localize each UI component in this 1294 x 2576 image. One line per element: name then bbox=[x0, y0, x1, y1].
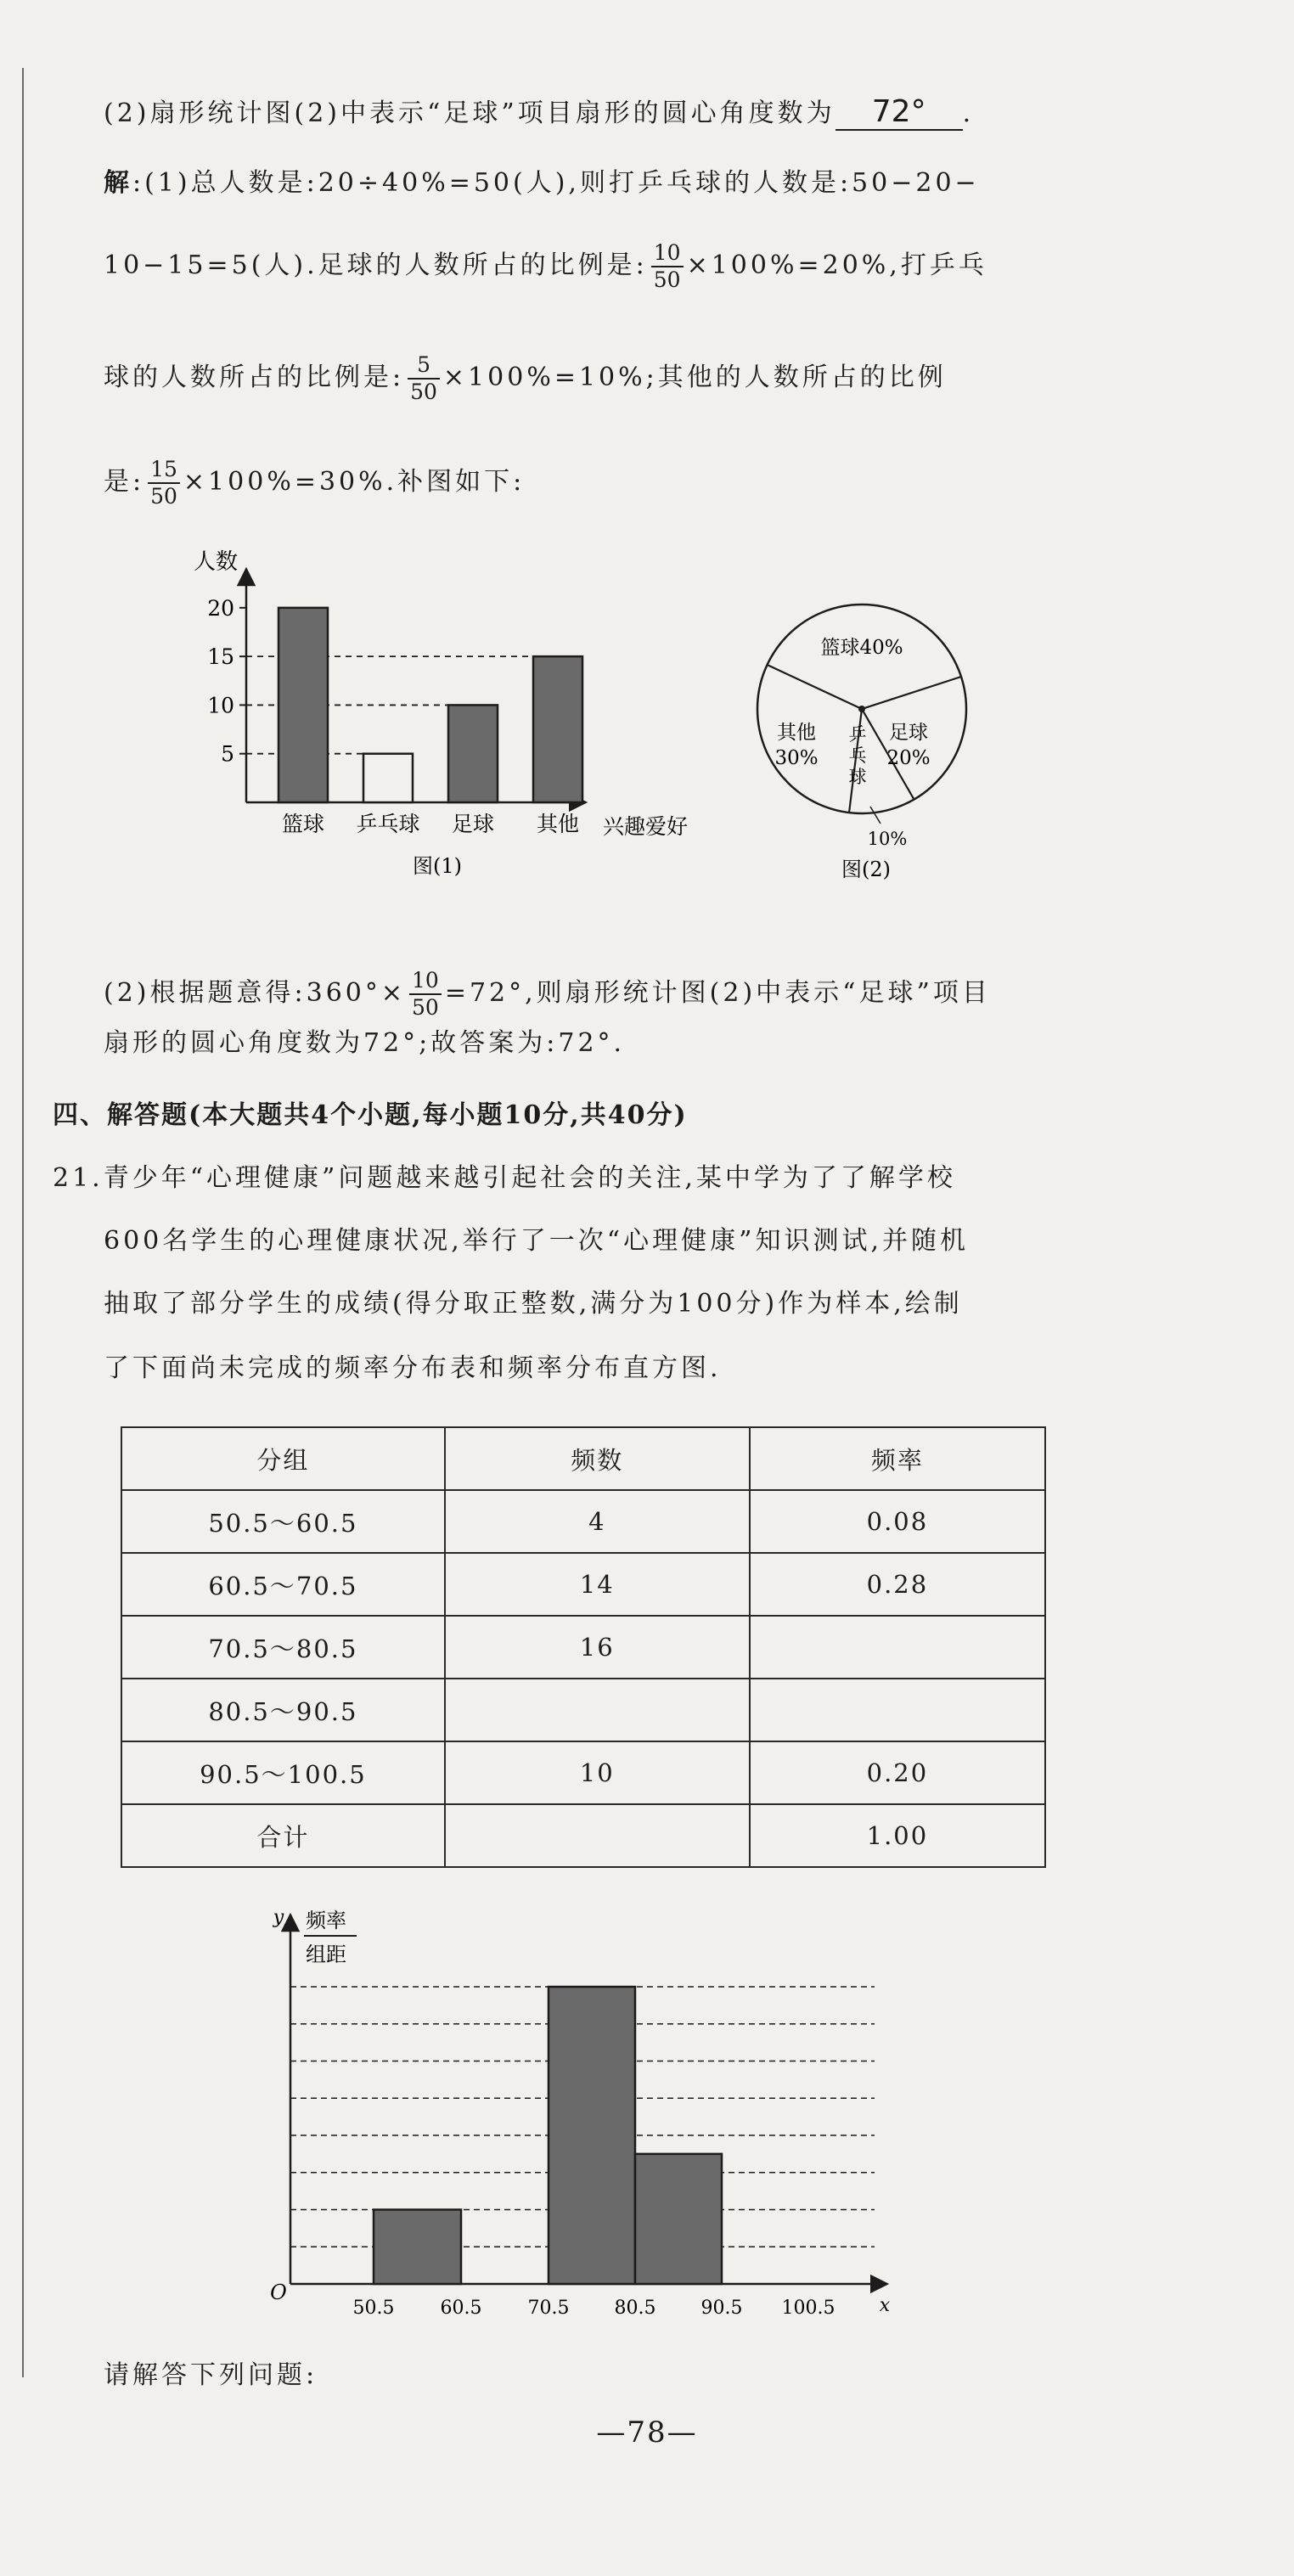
x-tick-label: 100.5 bbox=[781, 2298, 835, 2319]
frequency-table bbox=[121, 1426, 1046, 1868]
x-tick-label: 60.5 bbox=[440, 2298, 482, 2319]
fraction bbox=[148, 457, 180, 509]
question-2-text: (2)扇形统计图(2)中表示“足球”项目扇形的圆心角度数为 bbox=[104, 98, 835, 128]
table-cell: 合计 bbox=[121, 1804, 445, 1867]
table-cell bbox=[445, 1804, 750, 1867]
table-cell: 80.5～90.5 bbox=[121, 1679, 445, 1741]
table-cell: 16 bbox=[445, 1616, 750, 1679]
pie-chart-figure-2 bbox=[739, 594, 993, 891]
fraction bbox=[408, 352, 440, 405]
solution-text-6: 扇形的圆心角度数为72°;故答案为:72°. bbox=[104, 1028, 626, 1058]
table-cell bbox=[445, 1679, 750, 1741]
y-tick-label: 15 bbox=[207, 644, 234, 670]
table-header-cell: 频率 bbox=[750, 1427, 1045, 1490]
histogram-bar bbox=[635, 2154, 722, 2284]
table-row bbox=[121, 1741, 1045, 1804]
table-header-row bbox=[121, 1427, 1045, 1490]
table-cell: 14 bbox=[445, 1553, 750, 1616]
table-row bbox=[121, 1616, 1045, 1679]
table-cell bbox=[750, 1679, 1045, 1741]
question-21-line-3: 抽取了部分学生的成绩(得分取正整数,满分为100分)作为样本,绘制 bbox=[104, 1289, 963, 1319]
solution-text-4a: 是: bbox=[104, 467, 145, 497]
table-cell: 70.5～80.5 bbox=[121, 1616, 445, 1679]
pie-label-other-percent: 30% bbox=[774, 747, 819, 769]
table-cell: 4 bbox=[445, 1490, 750, 1553]
table-cell bbox=[750, 1616, 1045, 1679]
pie-label-other: 其他 bbox=[777, 722, 816, 744]
figure-caption: 图(2) bbox=[841, 858, 891, 881]
solution-text-5b: =72°,则扇形统计图(2)中表示“足球”项目 bbox=[444, 978, 991, 1008]
x-category-label: 足球 bbox=[451, 812, 495, 836]
section-heading: 四、解答题(本大题共4个小题,每小题10分,共40分) bbox=[53, 1100, 688, 1130]
solution-label: 解 bbox=[104, 168, 132, 198]
fraction-denominator: 50 bbox=[410, 380, 437, 404]
table-cell: 50.5～60.5 bbox=[121, 1490, 445, 1553]
solution-text-2b: ×100%=20%,打乒乓 bbox=[686, 250, 987, 280]
fraction-numerator: 10 bbox=[651, 240, 684, 267]
question-2-line bbox=[104, 92, 974, 131]
frequency-histogram bbox=[255, 1893, 917, 2335]
pie-label-pingpong-percent: 10% bbox=[867, 829, 908, 849]
page-number: —78— bbox=[596, 2416, 698, 2449]
table-row bbox=[121, 1679, 1045, 1741]
bar bbox=[448, 705, 498, 802]
x-category-label: 其他 bbox=[536, 812, 580, 836]
table-cell: 60.5～70.5 bbox=[121, 1553, 445, 1616]
bar bbox=[533, 656, 582, 802]
solution-text-3b: ×100%=10%;其他的人数所占的比例 bbox=[442, 363, 947, 392]
pie-slice-boundary bbox=[768, 665, 862, 709]
bar-chart-figure-1 bbox=[178, 543, 722, 891]
table-cell: 1.00 bbox=[750, 1804, 1045, 1867]
solution-text-4b: ×100%=30%.补图如下: bbox=[183, 467, 526, 497]
x-axis-label: 兴趣爱好 bbox=[603, 814, 689, 839]
solution-text-2a: 10−15=5(人).足球的人数所占的比例是: bbox=[104, 250, 648, 280]
table-cell: 0.28 bbox=[750, 1553, 1045, 1616]
solution-text-3a: 球的人数所占的比例是: bbox=[104, 363, 405, 392]
x-tick-label: 90.5 bbox=[700, 2298, 743, 2319]
y-axis-label-numerator: 频率 bbox=[306, 1909, 346, 1932]
fraction-denominator: 50 bbox=[653, 267, 681, 292]
fraction bbox=[651, 240, 684, 293]
period: . bbox=[962, 98, 975, 128]
pie-label-basketball: 篮球40% bbox=[820, 637, 903, 659]
x-tick-label: 80.5 bbox=[614, 2298, 656, 2319]
y-axis-letter: y bbox=[273, 1907, 284, 1928]
table-cell: 10 bbox=[445, 1741, 750, 1804]
pie-label-pingpong-1: 乒 bbox=[848, 724, 867, 745]
solution-line-4 bbox=[104, 457, 525, 509]
origin-label: O bbox=[270, 2281, 287, 2304]
fraction-denominator: 50 bbox=[150, 484, 177, 509]
fraction-numerator: 5 bbox=[408, 352, 440, 380]
y-axis-label-denominator: 组距 bbox=[306, 1943, 346, 1966]
pie-label-pingpong-3: 球 bbox=[848, 767, 867, 787]
bar bbox=[278, 608, 328, 802]
question-21-line-1: 21.青少年“心理健康”问题越来越引起社会的关注,某中学为了了解学校 bbox=[53, 1163, 956, 1193]
pie-label-football-percent: 20% bbox=[886, 747, 931, 769]
bar bbox=[363, 754, 413, 802]
x-tick-label: 50.5 bbox=[352, 2298, 395, 2319]
y-axis-label: 人数 bbox=[193, 549, 238, 575]
solution-line-1 bbox=[104, 161, 980, 199]
histogram-bar bbox=[374, 2210, 461, 2285]
x-tick-label: 70.5 bbox=[527, 2298, 570, 2319]
histogram-bar bbox=[549, 1987, 635, 2284]
answer-blank: 72° bbox=[835, 94, 963, 131]
x-category-label: 乒乓球 bbox=[356, 812, 420, 836]
left-margin-rule bbox=[22, 68, 24, 2377]
question-21-line-2: 600名学生的心理健康状况,举行了一次“心理健康”知识测试,并随机 bbox=[104, 1226, 970, 1256]
pie-slice-boundary bbox=[862, 677, 961, 709]
table-header-cell: 分组 bbox=[121, 1427, 445, 1490]
fraction bbox=[409, 968, 442, 1021]
x-category-label: 篮球 bbox=[281, 812, 325, 836]
solution-text-5a: (2)根据题意得:360°× bbox=[104, 978, 406, 1008]
table-cell: 90.5～100.5 bbox=[121, 1741, 445, 1804]
table-cell: 0.20 bbox=[750, 1741, 1045, 1804]
fraction-numerator: 10 bbox=[409, 968, 442, 995]
fraction-denominator: 50 bbox=[412, 995, 439, 1020]
solution-text-1: :(1)总人数是:20÷40%=50(人),则打乒乓球的人数是:50−20− bbox=[132, 168, 980, 198]
table-cell: 0.08 bbox=[750, 1490, 1045, 1553]
table-header-cell: 频数 bbox=[445, 1427, 750, 1490]
x-axis-letter: x bbox=[879, 2295, 891, 2316]
question-21-line-4: 了下面尚未完成的频率分布表和频率分布直方图. bbox=[104, 1353, 722, 1383]
pie-center bbox=[858, 706, 865, 712]
figure-caption: 图(1) bbox=[413, 854, 462, 878]
table-row bbox=[121, 1490, 1045, 1553]
solution-line-2 bbox=[104, 240, 987, 293]
solution-line-5 bbox=[104, 968, 991, 1021]
y-tick-label: 20 bbox=[207, 595, 234, 621]
y-tick-label: 5 bbox=[221, 741, 234, 767]
pie-label-pingpong-2: 乓 bbox=[848, 745, 867, 766]
pie-label-football: 足球 bbox=[889, 722, 928, 744]
y-tick-label: 10 bbox=[207, 693, 234, 718]
question-prompt: 请解答下列问题: bbox=[104, 2360, 318, 2390]
table-total-row bbox=[121, 1804, 1045, 1867]
fraction-numerator: 15 bbox=[148, 457, 180, 484]
solution-line-6 bbox=[104, 1021, 625, 1059]
pie-leader-line bbox=[870, 807, 880, 824]
solution-line-3 bbox=[104, 352, 947, 405]
table-row bbox=[121, 1553, 1045, 1616]
